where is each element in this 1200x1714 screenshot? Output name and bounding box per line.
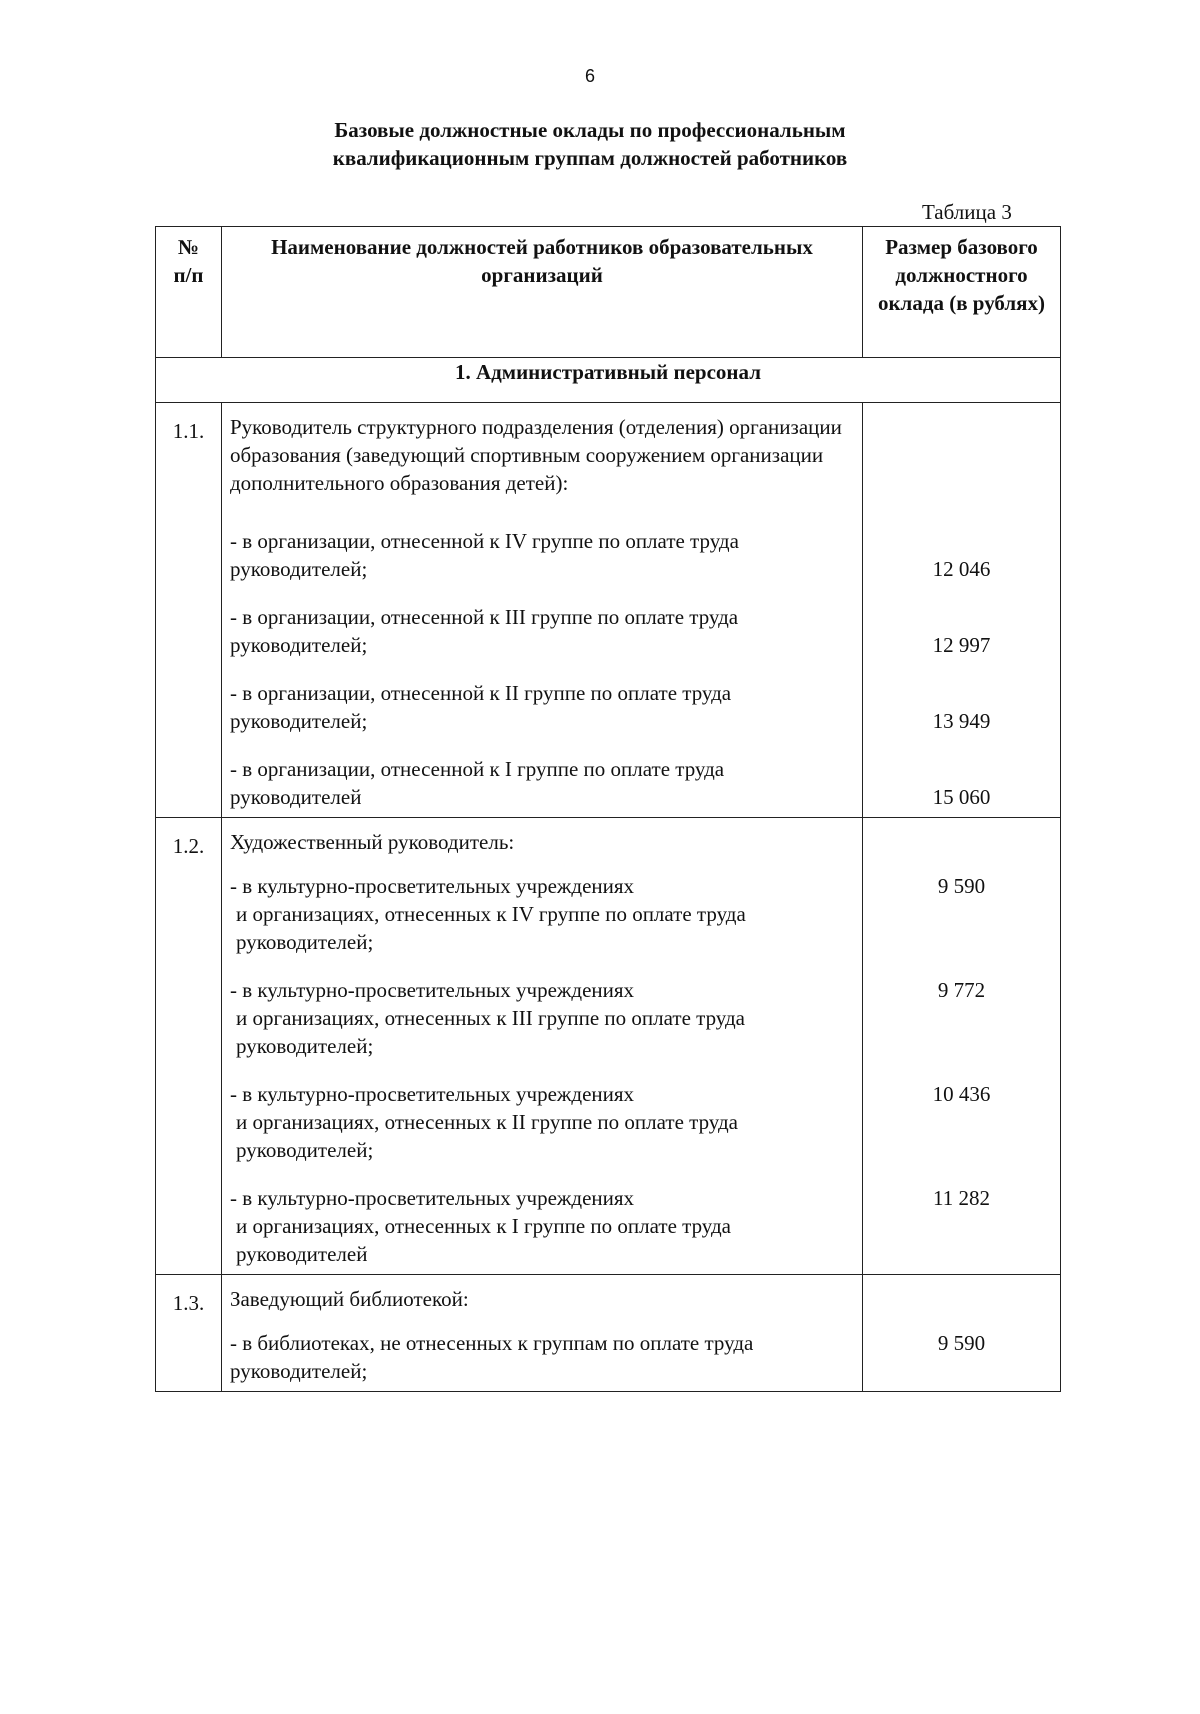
header-salary: Размер базового должностного оклада (в рублях) — [863, 227, 1061, 358]
salary-value: 12 046 — [932, 557, 991, 581]
table-header-row — [156, 227, 1061, 358]
table-label: Таблица 3 — [922, 200, 1012, 224]
salary-value: 12 997 — [932, 633, 991, 657]
salary-value: 15 060 — [932, 785, 991, 809]
salary-value: 9 590 — [937, 874, 986, 898]
header-num: № п/п — [156, 227, 222, 358]
row-number: 1.3. — [156, 1275, 222, 1392]
title-line-2: квалификационным группам должностей работников — [332, 146, 848, 170]
position-title: Художественный руководитель: — [229, 830, 515, 854]
salary-value: 9 772 — [937, 978, 986, 1002]
position-cell — [221, 818, 862, 1275]
document-title — [0, 116, 1180, 172]
list-item: - в культурно-просветительных учреждениях и организациях, отнесенных к I группе по оплате труда руководителей — [229, 1186, 731, 1266]
table-row — [156, 1275, 1061, 1392]
salary-value: 11 282 — [933, 1186, 990, 1210]
salary-table — [155, 226, 1061, 1392]
list-item: - в организации, отнесенной к III группе по оплате труда руководителей; — [229, 605, 739, 657]
salary-cell — [863, 403, 1061, 818]
list-item: - в культурно-просветительных учреждениях и организациях, отнесенных к III группе по оплате труда руководителей; — [229, 978, 745, 1058]
position-cell — [221, 1275, 862, 1392]
list-item: - в организации, отнесенной к I группе по оплате труда руководителей — [229, 757, 725, 809]
table-row — [156, 818, 1061, 1275]
list-item: - в организации, отнесенной к II группе по оплате труда руководителей; — [229, 681, 732, 733]
salary-cell — [863, 818, 1061, 1275]
salary-value: 10 436 — [932, 1082, 991, 1106]
salary-value: 9 590 — [937, 1331, 986, 1355]
page-number: 6 — [584, 66, 595, 86]
position-title: Руководитель структурного подразделения (отделения) организации образования (заведующий спортивным сооружением организации дополнительного образования детей): — [229, 415, 842, 495]
position-cell — [221, 403, 862, 818]
list-item: - в организации, отнесенной к IV группе по оплате труда руководителей; — [229, 529, 739, 581]
list-item: - в библиотеках, не отнесенных к группам по оплате труда руководителей; — [229, 1331, 754, 1383]
section-row — [156, 358, 1061, 403]
list-item: - в культурно-просветительных учреждениях и организациях, отнесенных к IV группе по оплате труда руководителей; — [229, 874, 746, 954]
row-number: 1.1. — [156, 403, 222, 818]
table-row — [156, 403, 1061, 818]
position-title: Заведующий библиотекой: — [229, 1287, 469, 1311]
list-item: - в культурно-просветительных учреждениях и организациях, отнесенных к II группе по оплате труда руководителей; — [229, 1082, 738, 1162]
salary-cell — [863, 1275, 1061, 1392]
salary-value: 13 949 — [932, 709, 991, 733]
header-name: Наименование должностей работников образовательных организаций — [221, 227, 862, 358]
title-line-1: Базовые должностные оклады по профессиональным — [334, 118, 846, 142]
section-heading: 1. Административный персонал — [156, 358, 1061, 403]
row-number: 1.2. — [156, 818, 222, 1275]
